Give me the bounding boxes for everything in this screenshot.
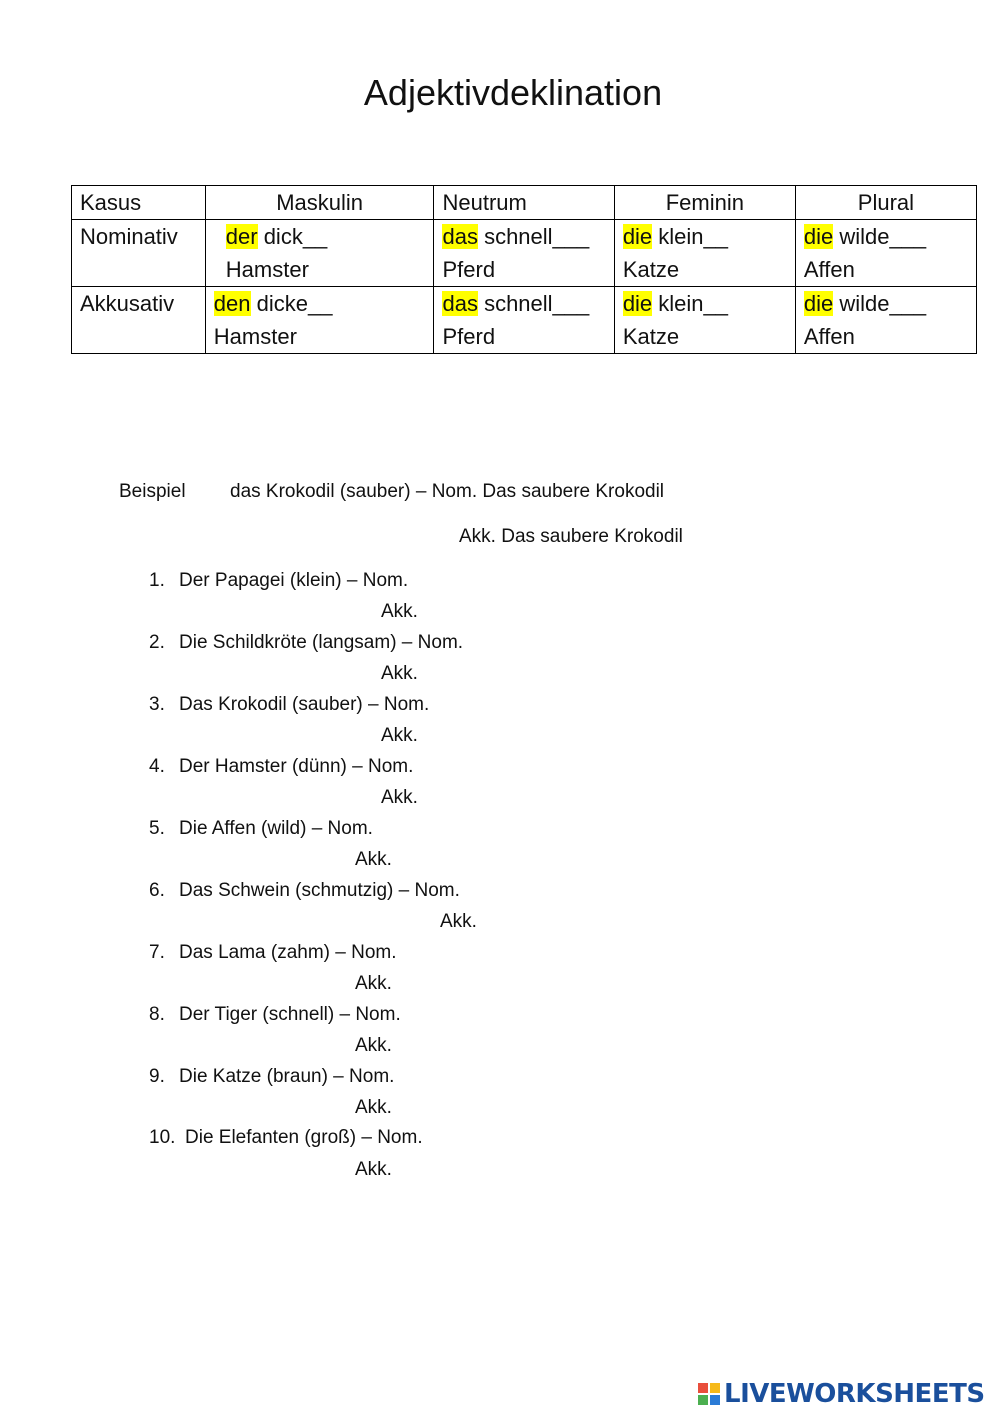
article-highlight: das xyxy=(442,291,478,316)
item-text: Das Krokodil (sauber) – Nom. xyxy=(179,694,430,715)
exercise-akk: Akk. xyxy=(381,663,418,684)
table-cell xyxy=(205,287,434,354)
table-row-nominativ xyxy=(72,220,977,287)
adjective-blank: wilde___ xyxy=(833,224,927,249)
case-label: Akkusativ xyxy=(72,287,206,354)
example-line-1: das Krokodil (sauber) – Nom. Das saubere Krokodil xyxy=(230,481,665,502)
exercise-item xyxy=(149,818,373,840)
item-number: 5. xyxy=(149,818,165,839)
item-text: Das Lama (zahm) – Nom. xyxy=(179,942,397,963)
item-number: 9. xyxy=(149,1066,165,1087)
logo-blocks-icon xyxy=(698,1383,720,1405)
noun: Affen xyxy=(803,324,855,349)
header-feminin: Feminin xyxy=(614,186,795,220)
header-plural: Plural xyxy=(795,186,976,220)
exercise-akk: Akk. xyxy=(355,1159,392,1180)
item-number: 10. xyxy=(149,1127,176,1148)
example-line-2: Akk. Das saubere Krokodil xyxy=(459,526,683,547)
item-text: Der Tiger (schnell) – Nom. xyxy=(179,1004,401,1025)
item-number: 2. xyxy=(149,632,165,653)
item-number: 4. xyxy=(149,756,165,777)
adjective-blank: wilde___ xyxy=(833,291,927,316)
adjective-blank: schnell___ xyxy=(477,224,590,249)
exercise-akk: Akk. xyxy=(355,973,392,994)
exercise-akk: Akk. xyxy=(440,911,477,932)
item-number: 8. xyxy=(149,1004,165,1025)
table-row-akkusativ xyxy=(72,287,977,354)
noun: Pferd xyxy=(442,257,496,282)
table-cell xyxy=(795,220,976,287)
liveworksheets-logo xyxy=(698,1378,985,1410)
article-highlight: der xyxy=(225,224,258,249)
exercise-item xyxy=(149,694,429,716)
table-cell xyxy=(795,287,976,354)
exercise-akk: Akk. xyxy=(381,601,418,622)
declension-table xyxy=(71,185,977,354)
article-highlight: die xyxy=(622,224,653,249)
item-number: 7. xyxy=(149,942,165,963)
exercise-akk: Akk. xyxy=(355,849,392,870)
exercise-item xyxy=(149,880,460,902)
item-number: 1. xyxy=(149,570,165,591)
exercise-item xyxy=(149,756,413,778)
article-highlight: die xyxy=(803,291,834,316)
case-label: Nominativ xyxy=(72,220,206,287)
exercise-akk: Akk. xyxy=(355,1097,392,1118)
header-neutrum: Neutrum xyxy=(434,186,614,220)
noun: Hamster xyxy=(213,324,297,349)
noun: Hamster xyxy=(225,257,309,282)
item-text: Die Schildkröte (langsam) – Nom. xyxy=(179,632,464,653)
item-number: 3. xyxy=(149,694,165,715)
noun: Pferd xyxy=(442,324,496,349)
exercise-item xyxy=(149,1004,401,1026)
noun: Affen xyxy=(803,257,855,282)
table-header-row xyxy=(72,186,977,220)
exercise-akk: Akk. xyxy=(381,725,418,746)
example-label: Beispiel xyxy=(119,481,186,502)
table-cell xyxy=(205,220,434,287)
page-title: Adjektivdeklination xyxy=(363,72,663,113)
exercise-item xyxy=(149,942,397,964)
item-number: 6. xyxy=(149,880,165,901)
header-kasus: Kasus xyxy=(72,186,206,220)
logo-text: LIVEWORKSHEETS xyxy=(724,1379,985,1409)
item-text: Die Affen (wild) – Nom. xyxy=(179,818,373,839)
item-text: Die Katze (braun) – Nom. xyxy=(179,1066,395,1087)
adjective-blank: dicke__ xyxy=(250,291,333,316)
adjective-blank: schnell___ xyxy=(477,291,590,316)
adjective-blank: klein__ xyxy=(652,224,729,249)
exercise-item xyxy=(149,1127,423,1149)
noun: Katze xyxy=(622,324,680,349)
table-cell xyxy=(434,287,614,354)
header-maskulin: Maskulin xyxy=(205,186,434,220)
article-highlight: das xyxy=(442,224,478,249)
table-cell xyxy=(434,220,614,287)
item-text: Der Papagei (klein) – Nom. xyxy=(179,570,409,591)
exercise-item xyxy=(149,1066,394,1088)
exercise-akk: Akk. xyxy=(355,1035,392,1056)
exercise-item xyxy=(149,570,408,592)
exercise-akk: Akk. xyxy=(381,787,418,808)
item-text: Das Schwein (schmutzig) – Nom. xyxy=(179,880,460,901)
article-highlight: den xyxy=(213,291,251,316)
exercise-item xyxy=(149,632,463,654)
table-cell xyxy=(614,220,795,287)
item-text: Die Elefanten (groß) – Nom. xyxy=(185,1127,423,1148)
article-highlight: die xyxy=(622,291,653,316)
table-cell xyxy=(614,287,795,354)
adjective-blank: klein__ xyxy=(652,291,729,316)
noun: Katze xyxy=(622,257,680,282)
article-highlight: die xyxy=(803,224,834,249)
item-text: Der Hamster (dünn) – Nom. xyxy=(179,756,414,777)
adjective-blank: dick__ xyxy=(257,224,328,249)
